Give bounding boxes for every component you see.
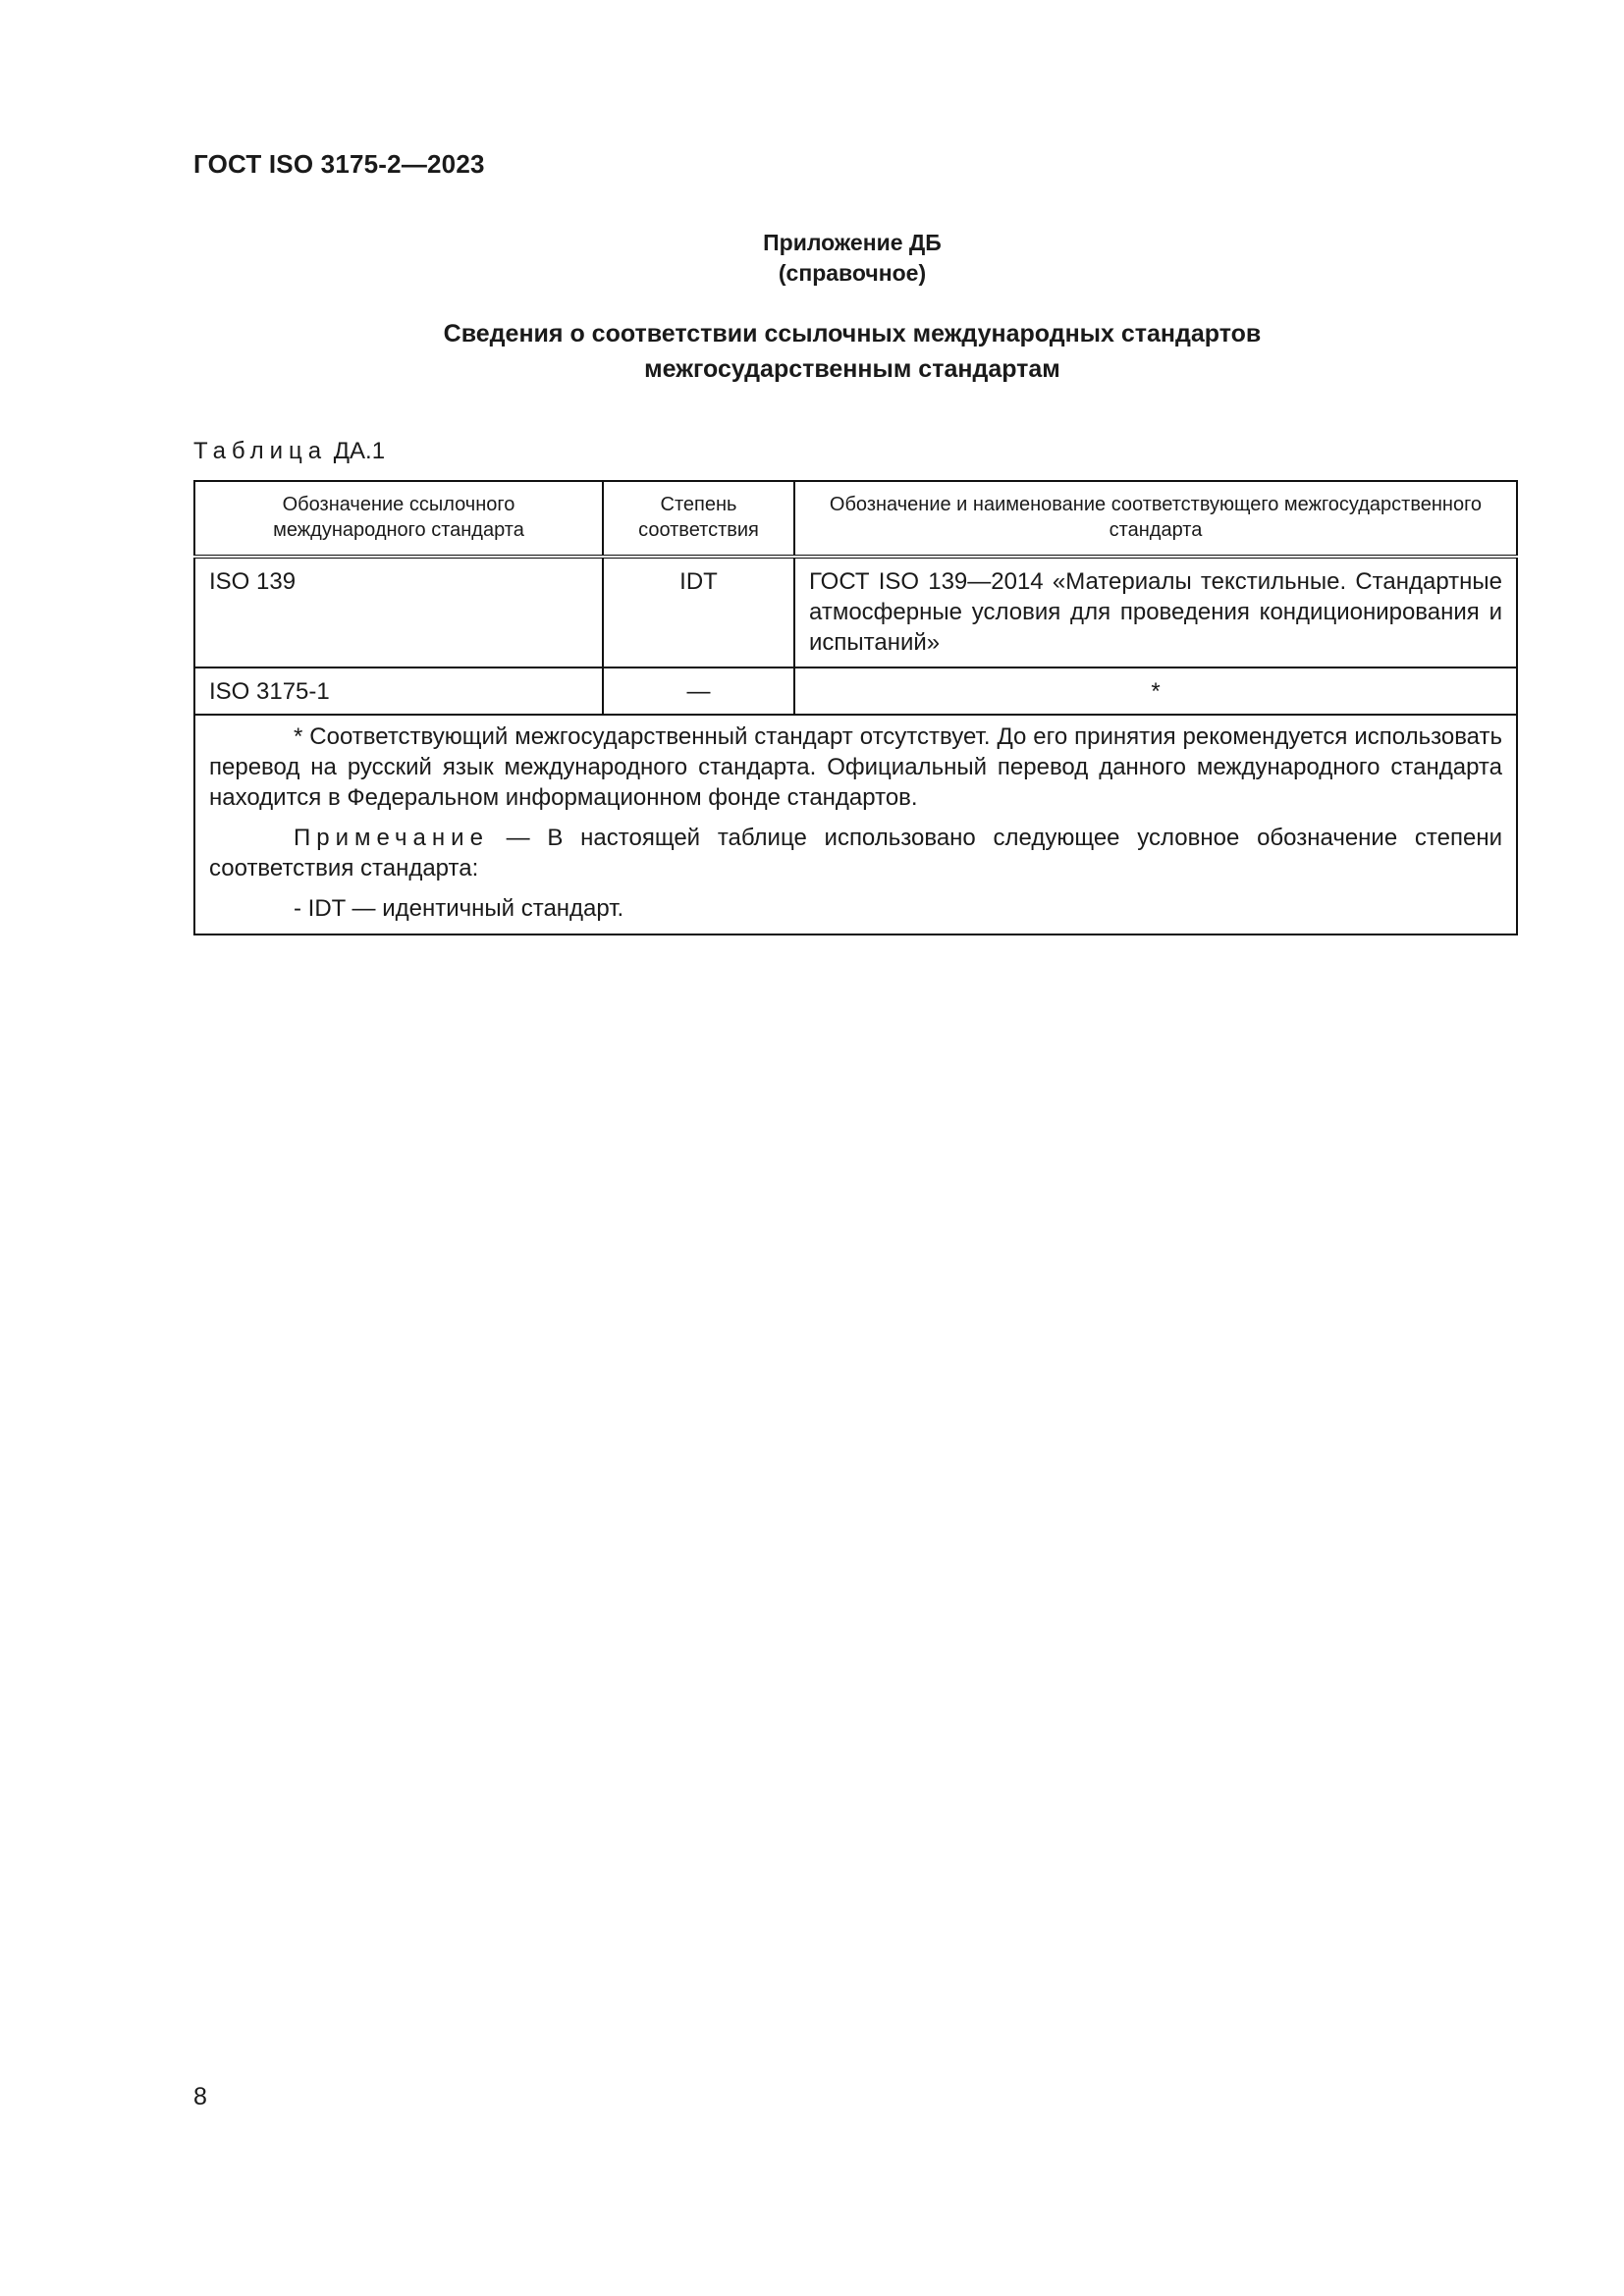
table-caption-word: Таблица bbox=[193, 438, 328, 464]
annex-label: Приложение ДБ bbox=[763, 230, 942, 255]
document-code-header: ГОСТ ISO 3175-2—2023 bbox=[193, 149, 485, 179]
cell-ref-standard: ISO 3175-1 bbox=[194, 667, 603, 715]
standards-correspondence-table bbox=[193, 480, 1518, 935]
header-degree: Степень соответствия bbox=[603, 481, 794, 557]
table-notes-row bbox=[194, 715, 1517, 934]
table-footnote: * Соответствующий межгосударственный стандарт отсутствует. До его принятия рекомендуется использовать перевод на русский язык международного стандарта. Официальный перевод данного международного стандарта находится в Федеральном информационном фонде стандартов. bbox=[209, 723, 1502, 811]
table-row bbox=[194, 667, 1517, 715]
annex-title-line-1: Сведения о соответствии ссылочных международных стандартов bbox=[443, 320, 1262, 347]
page-number: 8 bbox=[193, 2083, 207, 2110]
cell-ref-standard: ISO 139 bbox=[194, 557, 603, 667]
note-label: Примечание bbox=[294, 825, 489, 851]
annex-title-line-2: межгосударственным стандартам bbox=[644, 355, 1060, 383]
cell-degree: IDT bbox=[603, 557, 794, 667]
annex-title bbox=[0, 316, 1624, 387]
annex-status: (справочное) bbox=[778, 260, 927, 286]
table-notes-cell bbox=[194, 715, 1517, 934]
header-national-standard: Обозначение и наименование соответствующего межгосударственного стандарта bbox=[794, 481, 1517, 557]
header-ref-standard: Обозначение ссылочного международного стандарта bbox=[194, 481, 603, 557]
cell-national-standard: ГОСТ ISO 139—2014 «Материалы текстильные. Стандартные атмосферные условия для проведения кондиционирования и испытаний» bbox=[794, 557, 1517, 667]
cell-degree: — bbox=[603, 667, 794, 715]
table-note bbox=[209, 823, 1502, 883]
note-text: — В настоящей таблице использовано следующее условное обозначение степени соответствия стандарта: bbox=[209, 825, 1502, 881]
table-caption-number: ДА.1 bbox=[333, 438, 386, 464]
annex-heading bbox=[0, 228, 1624, 289]
table-caption bbox=[193, 438, 385, 465]
cell-national-standard: * bbox=[794, 667, 1517, 715]
note-list-item: - IDT — идентичный стандарт. bbox=[294, 895, 624, 922]
table-row bbox=[194, 557, 1517, 667]
table-header-row bbox=[194, 481, 1517, 557]
